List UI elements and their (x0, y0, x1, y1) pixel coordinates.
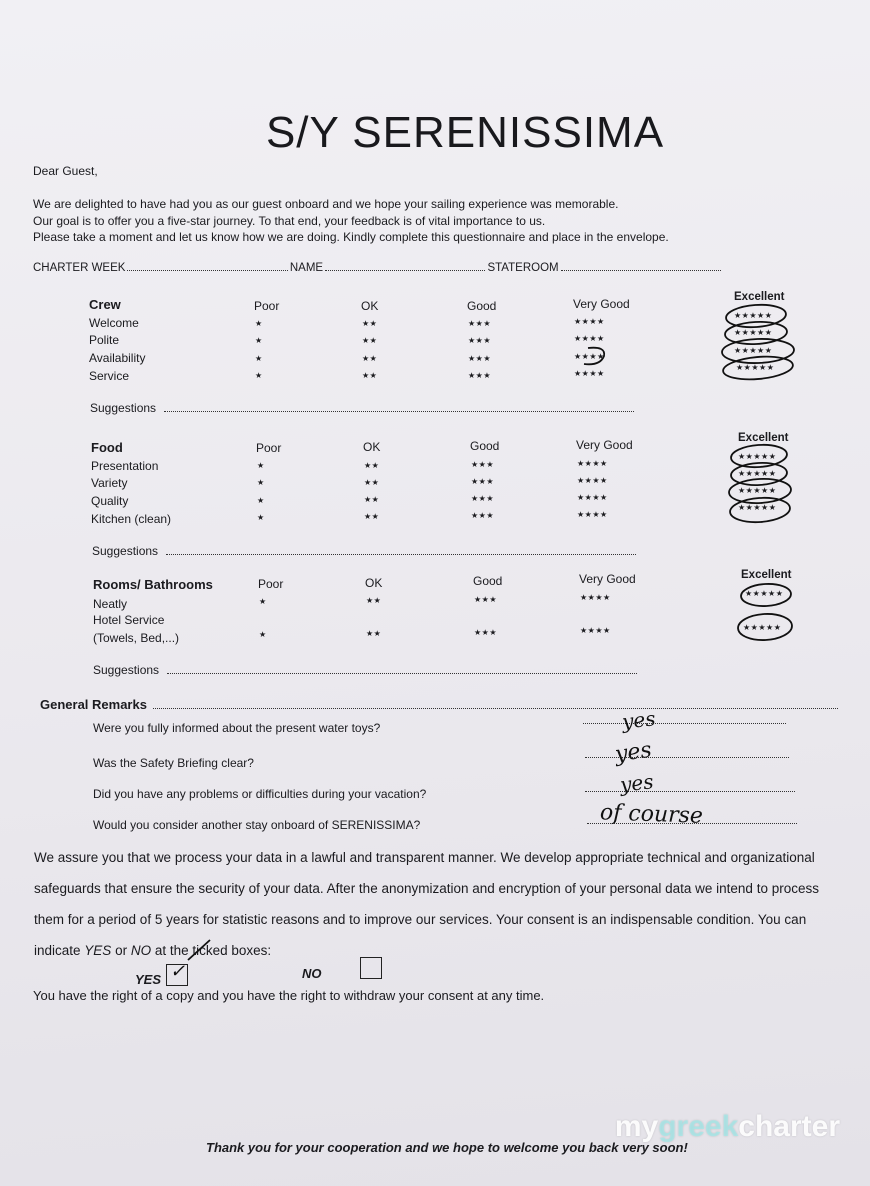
good-header: Good (467, 299, 497, 313)
good-stars[interactable]: ★★★ (471, 460, 495, 469)
very-good-stars[interactable]: ★★★★ (577, 510, 608, 519)
very-good-stars[interactable]: ★★★★ (577, 493, 608, 502)
check-mark-icon: ✓ (170, 961, 186, 982)
excellent-stars[interactable]: ★★★★★ (734, 311, 773, 320)
handwritten-answer: yes (618, 769, 655, 797)
good-stars[interactable]: ★★★ (468, 371, 492, 380)
excellent-circle (737, 613, 792, 642)
rating-item: Availability (89, 351, 146, 365)
handwritten-answer: yes (613, 737, 654, 768)
watermark-part: my (614, 1110, 659, 1143)
very-good-stars[interactable]: ★★★★ (574, 334, 605, 343)
good-stars[interactable]: ★★★ (474, 628, 498, 637)
ok-header: OK (365, 576, 383, 590)
privacy-line: them for a period of 5 years for statistic reasons and to improve our services. Your consent is an indispensable condition. You can (34, 912, 807, 927)
ok-stars[interactable]: ★★ (362, 354, 378, 363)
section-title: Food (91, 440, 123, 455)
poor-star[interactable]: ★ (259, 597, 267, 606)
section-title: Crew (89, 297, 121, 312)
rating-item: Hotel Service (93, 613, 165, 627)
excellent-circle (740, 583, 791, 608)
poor-star[interactable]: ★ (255, 371, 263, 380)
question-text: Would you consider another stay onboard of SERENISSIMA? (93, 818, 421, 832)
poor-star[interactable]: ★ (255, 336, 263, 345)
very-good-header: Very Good (576, 438, 633, 452)
rating-item: Polite (89, 333, 120, 347)
good-stars[interactable]: ★★★ (468, 319, 492, 328)
very-good-header: Very Good (579, 572, 636, 586)
poor-star[interactable]: ★ (255, 319, 263, 328)
privacy-line: safeguards that ensure the security of your data. After the anonymization and encryption of your personal data we intend to process (34, 881, 819, 896)
name-label: NAME (289, 262, 324, 274)
excellent-stars[interactable]: ★★★★★ (738, 452, 777, 461)
charter-week-label: CHARTER WEEK (33, 262, 126, 274)
ok-stars[interactable]: ★★ (366, 596, 382, 605)
excellent-stars[interactable]: ★★★★★ (745, 589, 784, 598)
good-stars[interactable]: ★★★ (468, 354, 492, 363)
question-text: Did you have any problems or difficulties during your vacation? (93, 787, 427, 801)
very-good-stars[interactable]: ★★★★ (580, 626, 611, 635)
yes-label: YES (135, 972, 162, 987)
ok-stars[interactable]: ★★ (364, 461, 380, 470)
suggestions-label: Suggestions (92, 544, 159, 558)
ok-header: OK (363, 440, 381, 454)
general-remarks-label: General Remarks (40, 697, 147, 712)
ok-header: OK (361, 299, 379, 313)
check-stroke (188, 940, 210, 960)
very-good-stars[interactable]: ★★★★ (574, 317, 605, 326)
excellent-header: Excellent (738, 432, 789, 444)
good-stars[interactable]: ★★★ (474, 595, 498, 604)
poor-star[interactable]: ★ (259, 630, 267, 639)
excellent-stars[interactable]: ★★★★★ (738, 486, 777, 495)
watermark-part: charter (738, 1110, 840, 1143)
excellent-stars[interactable]: ★★★★★ (734, 328, 773, 337)
watermark-part: greek (658, 1110, 739, 1143)
rating-item: Variety (91, 476, 128, 490)
rating-item: Kitchen (clean) (91, 512, 172, 526)
very-good-stars[interactable]: ★★★★ (574, 352, 605, 361)
very-good-stars[interactable]: ★★★★ (580, 593, 611, 602)
privacy-no-word: NO (130, 943, 152, 958)
good-stars[interactable]: ★★★ (471, 477, 495, 486)
very-good-circle (584, 348, 604, 365)
intro-line: Our goal is to offer you a five-star journey. To that end, your feedback is of vital importance to us. (33, 213, 546, 228)
intro-line: Please take a moment and let us know how we are doing. Kindly complete this questionnaire and place in the envelope. (33, 230, 669, 244)
excellent-stars[interactable]: ★★★★★ (734, 346, 773, 355)
excellent-header: Excellent (734, 291, 785, 303)
privacy-text: at the ticked boxes: (151, 943, 272, 958)
ok-stars[interactable]: ★★ (362, 371, 378, 380)
ok-stars[interactable]: ★★ (366, 629, 382, 638)
page-title: S/Y SERENISSIMA (265, 108, 665, 157)
rating-item: Presentation (91, 459, 159, 473)
privacy-yes-word: YES (84, 943, 112, 958)
excellent-header: Excellent (741, 569, 792, 581)
excellent-circle (722, 354, 794, 382)
ok-stars[interactable]: ★★ (364, 478, 380, 487)
question-text: Were you fully informed about the present water toys? (93, 721, 381, 735)
rating-item: (Towels, Bed,...) (93, 631, 180, 645)
suggestions-label: Suggestions (93, 663, 160, 677)
handwritten-answer: yes (620, 706, 657, 734)
poor-star[interactable]: ★ (257, 478, 265, 487)
greeting: Dear Guest, (33, 164, 98, 178)
no-label: NO (302, 966, 322, 981)
privacy-text: indicate (34, 943, 85, 958)
excellent-stars[interactable]: ★★★★★ (738, 469, 777, 478)
question-text: Was the Safety Briefing clear? (93, 756, 254, 770)
rating-item: Service (89, 369, 130, 383)
rating-item: Welcome (89, 316, 139, 330)
poor-star[interactable]: ★ (257, 461, 265, 470)
privacy-text: or (111, 943, 131, 958)
poor-star[interactable]: ★ (257, 496, 265, 505)
good-stars[interactable]: ★★★ (471, 511, 495, 520)
copy-rights-text: You have the right of a copy and you have the right to withdraw your consent at any time. (33, 988, 545, 1003)
ok-stars[interactable]: ★★ (364, 495, 380, 504)
poor-star[interactable]: ★ (257, 513, 265, 522)
excellent-stars[interactable]: ★★★★★ (738, 503, 777, 512)
intro-line: We are delighted to have had you as our guest onboard and we hope your sailing experience was memorable. (33, 197, 619, 211)
good-header: Good (473, 574, 503, 588)
poor-header: Poor (258, 577, 284, 591)
good-header: Good (470, 439, 500, 453)
privacy-line: We assure you that we process your data in a lawful and transparent manner. We develop appropriate technical and organizational (34, 850, 815, 865)
handwritten-answer: of course (599, 800, 704, 829)
poor-header: Poor (254, 299, 280, 313)
ok-stars[interactable]: ★★ (362, 336, 378, 345)
very-good-stars[interactable]: ★★★★ (577, 459, 608, 468)
good-stars[interactable]: ★★★ (471, 494, 495, 503)
suggestions-label: Suggestions (90, 401, 157, 415)
ok-stars[interactable]: ★★ (362, 319, 378, 328)
ok-stars[interactable]: ★★ (364, 512, 380, 521)
poor-star[interactable]: ★ (255, 354, 263, 363)
rating-item: Quality (91, 494, 129, 508)
footer-thanks: Thank you for your cooperation and we hope to welcome you back very soon! (206, 1140, 688, 1155)
excellent-stars[interactable]: ★★★★★ (743, 623, 782, 632)
rating-item: Neatly (93, 597, 128, 611)
very-good-stars[interactable]: ★★★★ (577, 476, 608, 485)
very-good-stars[interactable]: ★★★★ (574, 369, 605, 378)
section-title: Rooms/ Bathrooms (93, 577, 213, 592)
excellent-stars[interactable]: ★★★★★ (736, 363, 775, 372)
stateroom-label: STATEROOM (487, 262, 559, 274)
poor-header: Poor (256, 441, 282, 455)
very-good-header: Very Good (573, 297, 630, 311)
good-stars[interactable]: ★★★ (468, 336, 492, 345)
